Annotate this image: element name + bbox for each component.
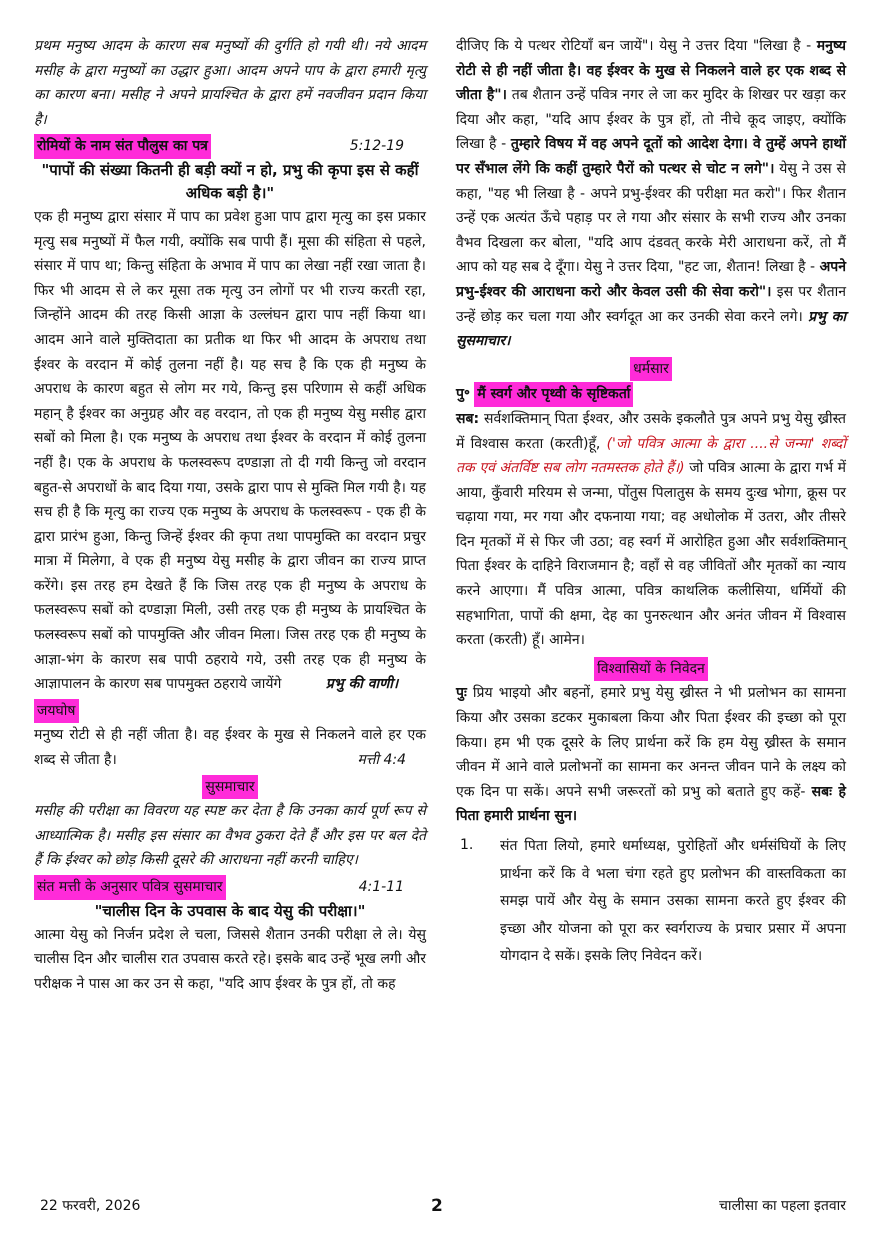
- creed-label: धर्मसार: [630, 357, 672, 382]
- page-footer: [0, 1196, 878, 1222]
- creed-rubric: ('जो पवित्र आत्मा के द्वारा ....से जन्मा' शब्दों तक एवं अंतर्विष्ट सब लोग नतमस्तक होते हैं।): [456, 435, 846, 477]
- prayer-number: 1.: [460, 837, 474, 853]
- prayer-item-1: [456, 833, 846, 971]
- reading2-text: एक ही मनुष्य द्वारा संसार में पाप का प्रवेश हुआ पाप द्वारा मृत्यु का इस प्रकार मृत्यु सब मनुष्यों में फैल गयी, क्योंकि सब पापी हैं। मूसा की संहिता से पहले, संसार में पाप था; किन्तु संहिता के अभाव में पाप का लेखा नहीं रखा जाता है। फिर भी आदम से ले कर मूसा तक मृत्यु उन लोगों पर भी राज्य करती रहा, जिन्होंने आदम की तरह किसी आज्ञा के उल्लंघन द्वारा पाप नहीं किया था। आदम आने वाले मुक्तिदाता का प्रतीक था फिर भी आदम के अपराध तथा ईश्वर के वरदान में कोई तुलना नहीं है। यह सच है कि एक ही मनुष्य के अपराध के कारण बहुत से लोग मर गये, किन्तु इस परिणाम से कहीं अधिक महान्‌ है ईश्वर का अनुग्रह और वह वरदान, तो एक ही मनुष्य येसु मसीह द्वारा सबों को मिला है। एक मनुष्य के अपराध तथा ईश्वर के वरदान में कोई तुलना नहीं है। एक के अपराध के फलस्वरूप दण्डाज्ञा तो दी गयी किन्तु जो वरदान बहुत-से अपराधों के बाद दिया गया, उसके द्वारा पाप से मुक्ति मिल गयी है। यह सच ही है कि मृत्यु का राज्य एक मनुष्य के अपराध के फलस्वरूप - एक ही के द्वारा प्रारंभ हुआ, किन्तु जिन्हें ईश्वर की कृपा तथा पापमुक्ति का वरदान प्रचुर मात्रा में मिलेगा, वे एक ही मनुष्य येसु मसीह के द्वारा जीवन का राज्य प्राप्त करेंगे। इस तरह हम देखते हैं कि जिस तरह एक ही मनुष्य के अपराध के फलस्वरूप सबों को दण्डाज्ञा मिली, उसी तरह एक ही मनुष्य के प्रायश्चित के फलस्वरूप सबों को पापमुक्ति और जीवन मिला। जिस तरह एक ही मनुष्य के आज्ञा-भंग के कारण सब पापी ठहराये गये, उसी तरह एक ही मनुष्य के आज्ञापालन के कारण सब पापमुक्त ठहराये जायेंगे प्रभु की वाणी।: [34, 208, 426, 693]
- prayers-label-row: [456, 657, 846, 682]
- gospel-label-row: [34, 775, 426, 800]
- footer-title: चालीसा का पहला इतवार: [719, 1198, 846, 1214]
- reading2-header: [34, 134, 426, 159]
- gospel-label: सुसमाचार: [202, 775, 257, 800]
- left-column: [34, 34, 426, 996]
- page-number: 2: [431, 1196, 443, 1216]
- creed-heading: मैं स्वर्ग और पृथ्वी के सृष्टिकर्ता: [474, 382, 633, 407]
- prayers-label: विश्वासियों के निवेदन: [594, 657, 708, 682]
- acclamation-heading: जयघोष: [34, 699, 79, 724]
- gospel-header: [34, 875, 426, 900]
- acclamation-ref: मत्ती 4:4: [357, 752, 406, 769]
- prayers-intro: पुः प्रिय भाइयो और बहनों, हमारे प्रभु येसु ख्रीस्त ने भी प्रलोभन का सामना किया और उसका डटकर मुकाबला किया और पिता ईश्वर की इच्छा को पूरा किया। हम भी एक दूसरे के लिए प्रार्थना करें कि हम येसु ख्रीस्त के समान जीवन में आने वाले प्रलोभनों का सामना कर अनन्त जीवन पाने के लक्ष्य को एक दिन पा सकें। अपने सभी जरूरतों को प्रभु को बताते हुए कहें- सबः हे पिता हमारी प्रार्थना सुन।: [456, 685, 846, 825]
- gospel-ref: 4:1-11: [358, 879, 404, 895]
- creed-text: सब: सर्वशक्तिमान्‌ पिता ईश्वर, और उसके इकलौते पुत्र अपने प्रभु येसु ख्रीस्त में विश्वास करता (करती)हूँ, ('जो पवित्र आत्मा के द्वारा ....से जन्मा' शब्दों तक एवं अंतर्विष्ट सब लोग नतमस्तक होते हैं।) जो पवित्र आत्मा के द्वारा गर्भ में आया, कुँवारी मरियम से जन्मा, पोंतुस पिलातुस के समय दुःख भोगा, क्रूस पर चढ़ाया गया, मर गया और दफनाया गया; वह अधोलोक में उतरा, और तीसरे दिन मृतकों में से फिर जी उठा; वह स्वर्ग में आरोहित हुआ और सर्वशक्तिमान्‌ पिता ईश्वर के दाहिने विराजमान है; वहाँ से वह जीवितों और मृतकों का न्याय करने आएगा। मैं पवित्र आत्मा, पवित्र काथलिक कलीसिया, धर्मियों की सहभागिता, पापों की क्षमा, देह का पुनरुत्थान और अनंत जीवन में विश्वास करता (करती) हूँ। आमेन।: [456, 410, 847, 649]
- footer-date: 22 फरवरी, 2026: [40, 1198, 141, 1214]
- gospel-continuation: दीजिए कि ये पत्थर रोटियाँ बन जायें"। येसु ने उत्तर दिया "लिखा है - मनुष्य रोटी से ही नहीं जीता है। वह ईश्वर के मुख से निकलने वाले हर एक शब्द से जीता है"। तब शैतान उन्हें पवित्र नगर ले जा कर मुदिर के शिखर पर खड़ा कर दिया और कहा, "यदि आप ईश्वर के पुत्र हों, तो नीचे कूद जाइए, क्योंकि लिखा है - तुम्हारे विषय में वह अपने दूतों को आदेश देगा। वे तुम्हें अपने हाथों पर सँभाल लेंगे कि कहीं तुम्हारे पैरों को पत्थर से चोट न लगे"। येसु ने उस से कहा, "यह भी लिखा है - अपने प्रभु-ईश्वर की परीक्षा मत करो"। फिर शैतान उन्हें एक अत्यंत ऊँचे पहाड़ पर ले गया और संसार के सभी राज्य और उनका वैभव दिखला कर बोला, "यदि आप दंडवत्‌ करके मेरी आराधना करें, तो मैं आप को यह सब दे दूँगा। येसु ने उत्तर दिया, "हट जा, शैतान! लिखा है - अपने प्रभु-ईश्वर की आराधना करो और केवल उसी की सेवा करो"। इस पर शैतान उन्हें छोड़ कर चला गया और स्वर्गदूत आ कर उनकी सेवा करने लगे। प्रभु का सुसमाचार।: [456, 38, 847, 350]
- gospel-text: आत्मा येसु को निर्जन प्रदेश ले चला, जिससे शैतान उनकी परीक्षा ले ले। येसु चालीस दिन और चालीस रात उपवास करते रहे। इसके बाद उन्हें भूख लगी और परीक्षक ने पास आ कर उन से कहा, "यदि आप ईश्वर के पुत्र हों, तो कह: [34, 926, 426, 992]
- reading2-signature: प्रभु की वाणी।: [325, 676, 399, 693]
- gospel-signature: प्रभु का सुसमाचार।: [456, 308, 846, 350]
- prayer-text: संत पिता लियो, हमारे धर्माध्यक्ष, पुरोहितों और धर्मसंघियों के लिए प्रार्थना करें कि वे भला चंगा रहते हुए प्रलोभन की वास्तविकता का समझ पायें और येसु के समान उसका सामना करते हुए ईश्वर की इच्छा और योजना को पूरा कर स्वर्गराज्य के प्रचार प्रसार में अपना योगदान दे सकें। इसके लिए निवेदन करें।: [500, 838, 846, 964]
- gospel-heading: संत मत्ती के अनुसार पवित्र सुसमाचार: [34, 875, 226, 900]
- acclamation-text: मनुष्य रोटी से ही नहीं जीता है। वह ईश्वर के मुख से निकलने वाले हर एक शब्द से जीता है। मत्ती 4:4: [34, 723, 426, 772]
- prayers-response: सबः हे पिता हमारी प्रार्थना सुन।: [456, 783, 846, 825]
- acclamation-header: [34, 699, 426, 724]
- reading2-intro: प्रथम मनुष्य आदम के कारण सब मनुष्यों की दुर्गति हो गयी थी। नये आदम मसीह के द्वारा मनुष्यों का उद्धार हुआ। आदम अपने पाप के द्वारा हमारी मृत्यु का कारण बना। मसीह ने अपने प्रायश्चित के द्वारा हमें नवजीवन प्रदान किया है।: [34, 38, 426, 128]
- gospel-title: "चालीस दिन के उपवास के बाद येसु की परीक्षा।": [94, 901, 366, 920]
- creed-header: [456, 382, 846, 407]
- gospel-intro: मसीह की परीक्षा का विवरण यह स्पष्ट कर देता है कि उनका कार्य पूर्ण रूप से आध्यात्मिक है। मसीह इस संसार का वैभव ठुकरा देते हैं और इस पर बल देते हैं कि ईश्वर को छोड़ किसी दूसरे की आराधना नहीं करनी चाहिए।: [34, 803, 426, 869]
- creed-label-row: [456, 357, 846, 382]
- right-column: [456, 34, 846, 971]
- creed-lead: पु॰: [456, 386, 470, 403]
- reading2-title: "पापों की संख्या कितनी ही बड़ी क्यों न हो, प्रभु की कृपा इस से कहीं अधिक बड़ी है।": [41, 160, 419, 202]
- reading2-ref: 5:12-19: [349, 138, 404, 155]
- reading2-heading: रोमियों के नाम संत पौलुस का पत्र: [34, 134, 211, 159]
